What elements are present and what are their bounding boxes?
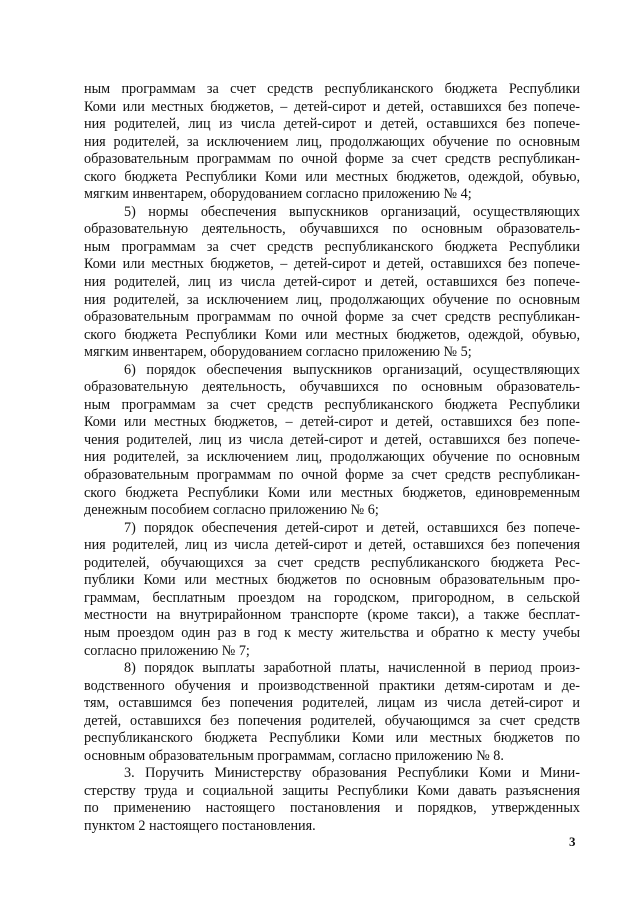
- text-line: ния родителей, лиц из числа детей-сирот и детей, оставшихся без попече-: [84, 274, 580, 291]
- text-line: ным программам за счет средств республиканского бюджета Республики: [84, 238, 580, 255]
- text-line: Коми или местных бюджетов, – детей-сирот и детей, оставшихся без попе-: [84, 414, 580, 431]
- text-line: ского бюджета Республики Коми или местных бюджетов, одеждой, обувью,: [84, 326, 580, 343]
- text-line: образовательным программам по очной форме за счет средств республикан-: [84, 467, 580, 484]
- text-line: 6) порядок обеспечения выпускников организаций, осуществляющих: [124, 361, 580, 378]
- text-line: тям, оставшимся без попечения родителей, лицам из числа детей-сирот и: [84, 695, 580, 712]
- text-line: республиканского бюджета Республики Коми или местных бюджетов по: [84, 730, 580, 747]
- text-line: 5) нормы обеспечения выпускников организаций, осуществляющих: [124, 203, 580, 220]
- text-line: образовательную деятельность, обучавшихся по основным образователь-: [84, 379, 580, 396]
- text-line: согласно приложению № 7;: [84, 642, 250, 659]
- text-line: 3. Поручить Министерству образования Республики Коми и Мини-: [124, 765, 580, 782]
- text-line: мягким инвентарем, оборудованием согласно приложению № 5;: [84, 344, 472, 361]
- text-line: ского бюджета Республики Коми или местных бюджетов, одеждой, обувью,: [84, 168, 580, 185]
- text-line: ского бюджета Республики Коми или местных бюджетов, единовременным: [84, 484, 580, 501]
- text-line: 8) порядок выплаты заработной платы, начисленной в период произ-: [124, 660, 580, 677]
- text-line: пунктом 2 настоящего постановления.: [84, 817, 316, 834]
- text-line: основным образовательным программам, согласно приложению № 8.: [84, 747, 504, 764]
- text-line: стерству труда и социальной защиты Республики Коми давать разъяснения: [84, 782, 580, 799]
- body-text: [84, 81, 580, 836]
- text-line: ния родителей, лиц из числа детей-сирот и детей, оставшихся без попечения: [84, 537, 580, 554]
- text-line: 7) порядок обеспечения детей-сирот и детей, оставшихся без попече-: [124, 519, 580, 536]
- text-line: граммам, бесплатным проездом на городском, пригородном, в сельской: [84, 589, 580, 606]
- page-number: 3: [569, 834, 576, 849]
- text-line: ния родителей, за исключением лиц, продолжающих обучение по основным: [84, 449, 580, 466]
- text-line: детей, оставшихся без попечения родителей, обучающимся за счет средств: [84, 712, 580, 729]
- text-line: образовательным программам по очной форме за счет средств республикан-: [84, 151, 580, 168]
- text-line: местности на внутрирайонном транспорте (кроме такси), а также бесплат-: [84, 607, 580, 624]
- text-line: Коми или местных бюджетов, – детей-сирот и детей, оставшихся без попече-: [84, 98, 580, 115]
- text-line: ным программам за счет средств республиканского бюджета Республики: [84, 81, 580, 97]
- text-line: ния родителей, за исключением лиц, продолжающих обучение по основным: [84, 291, 580, 308]
- text-line: Коми или местных бюджетов, – детей-сирот и детей, оставшихся без попече-: [84, 256, 580, 273]
- text-line: публики Коми или местных бюджетов по основным образовательным про-: [84, 572, 580, 589]
- text-line: чения родителей, лиц из числа детей-сирот и детей, оставшихся без попече-: [84, 431, 580, 448]
- text-line: образовательную деятельность, обучавшихся по основным образователь-: [84, 221, 580, 238]
- text-line: водственного обучения и производственной практики детям-сиротам и де-: [84, 677, 580, 694]
- text-line: мягким инвентарем, оборудованием согласно приложению № 4;: [84, 186, 472, 203]
- text-line: ным программам за счет средств республиканского бюджета Республики: [84, 396, 580, 413]
- text-line: ния родителей, лиц из числа детей-сирот и детей, оставшихся без попече-: [84, 116, 580, 133]
- text-line: ния родителей, за исключением лиц, продолжающих обучение по основным: [84, 133, 580, 150]
- text-line: денежным пособием согласно приложению № 6;: [84, 502, 379, 519]
- text-line: ным проездом один раз в год к месту жительства и обратно к месту учебы: [84, 624, 580, 641]
- text-line: образовательным программам по очной форме за счет средств республикан-: [84, 309, 580, 326]
- text-line: по применению настоящего постановления и порядков, утвержденных: [84, 800, 580, 817]
- text-line: родителей, обучающихся за счет средств республиканского бюджета Рес-: [84, 554, 580, 571]
